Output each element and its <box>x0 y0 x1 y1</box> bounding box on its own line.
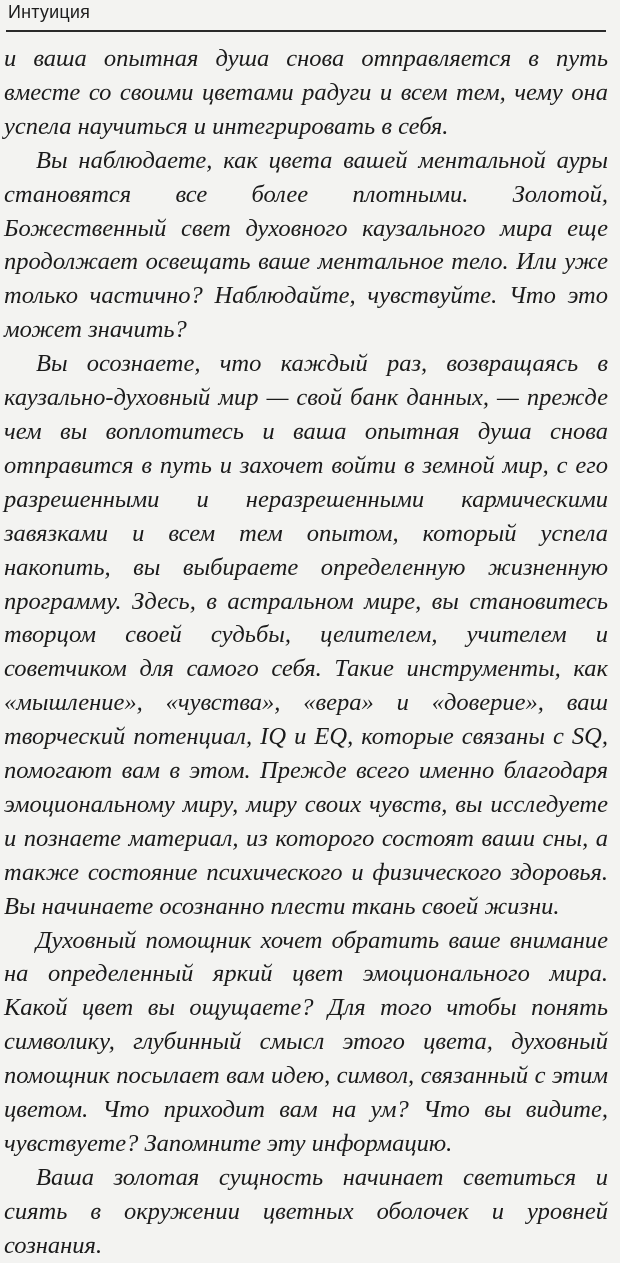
running-header-title: Интуиция <box>8 2 91 22</box>
paragraph: Ваша золотая сущность начинает светиться и сиять в окружении цветных оболочек и уровней сознания. <box>4 1163 608 1259</box>
body-text <box>4 42 608 1263</box>
paragraph: Вы осознаете, что каждый раз, возвращаясь в каузально-духовный мир — свой банк данных, — прежде чем вы воплотитесь и ваша опытная душа снова отправится в путь и захочет войти в земной мир, с его разрешенными и неразрешенными кармическими завязками и всем тем опытом, который успела накопить, вы выбираете определенную жизненную программу. Здесь, в астральном мире, вы становитесь творцом своей судьбы, целителем, учителем и советчиком для самого себя. Такие инструменты, как «мышление», «чувства», «вера» и «доверие», ваш творческий потенциал, IQ и EQ, которые связаны с SQ, помогают вам в этом. Прежде всего именно благодаря эмоциональному миру, миру своих чувств, вы исследуете и познаете материал, из которого состоят ваши сны, а также состояние психического и физического здоровья. Вы начинаете осознанно плести ткань своей жизни. <box>4 350 608 920</box>
paragraph: Вы наблюдаете, как цвета вашей ментальной ауры становятся все более плотными. Золотой, Божественный свет духовного каузального мира еще продолжает освещать ваше ментальное тело. Или уже только частично? Наблюдайте, чувствуйте. Что это может значить? <box>4 146 608 344</box>
paragraph: Духовный помощник хочет обратить ваше внимание на определенный яркий цвет эмоционального мира. Какой цвет вы ощущаете? Для того чтобы понять символику, глубинный смысл этого цвета, духовный помощник посылает вам идею, символ, связанный с этим цветом. Что приходит вам на ум? Что вы видите, чувствуете? Запомните эту информацию. <box>4 926 608 1157</box>
running-header <box>6 0 606 32</box>
paragraph: и ваша опытная душа снова отправляется в путь вместе со своими цветами радуги и всем тем, чему она успела научиться и интегрировать в себя. <box>4 45 608 140</box>
